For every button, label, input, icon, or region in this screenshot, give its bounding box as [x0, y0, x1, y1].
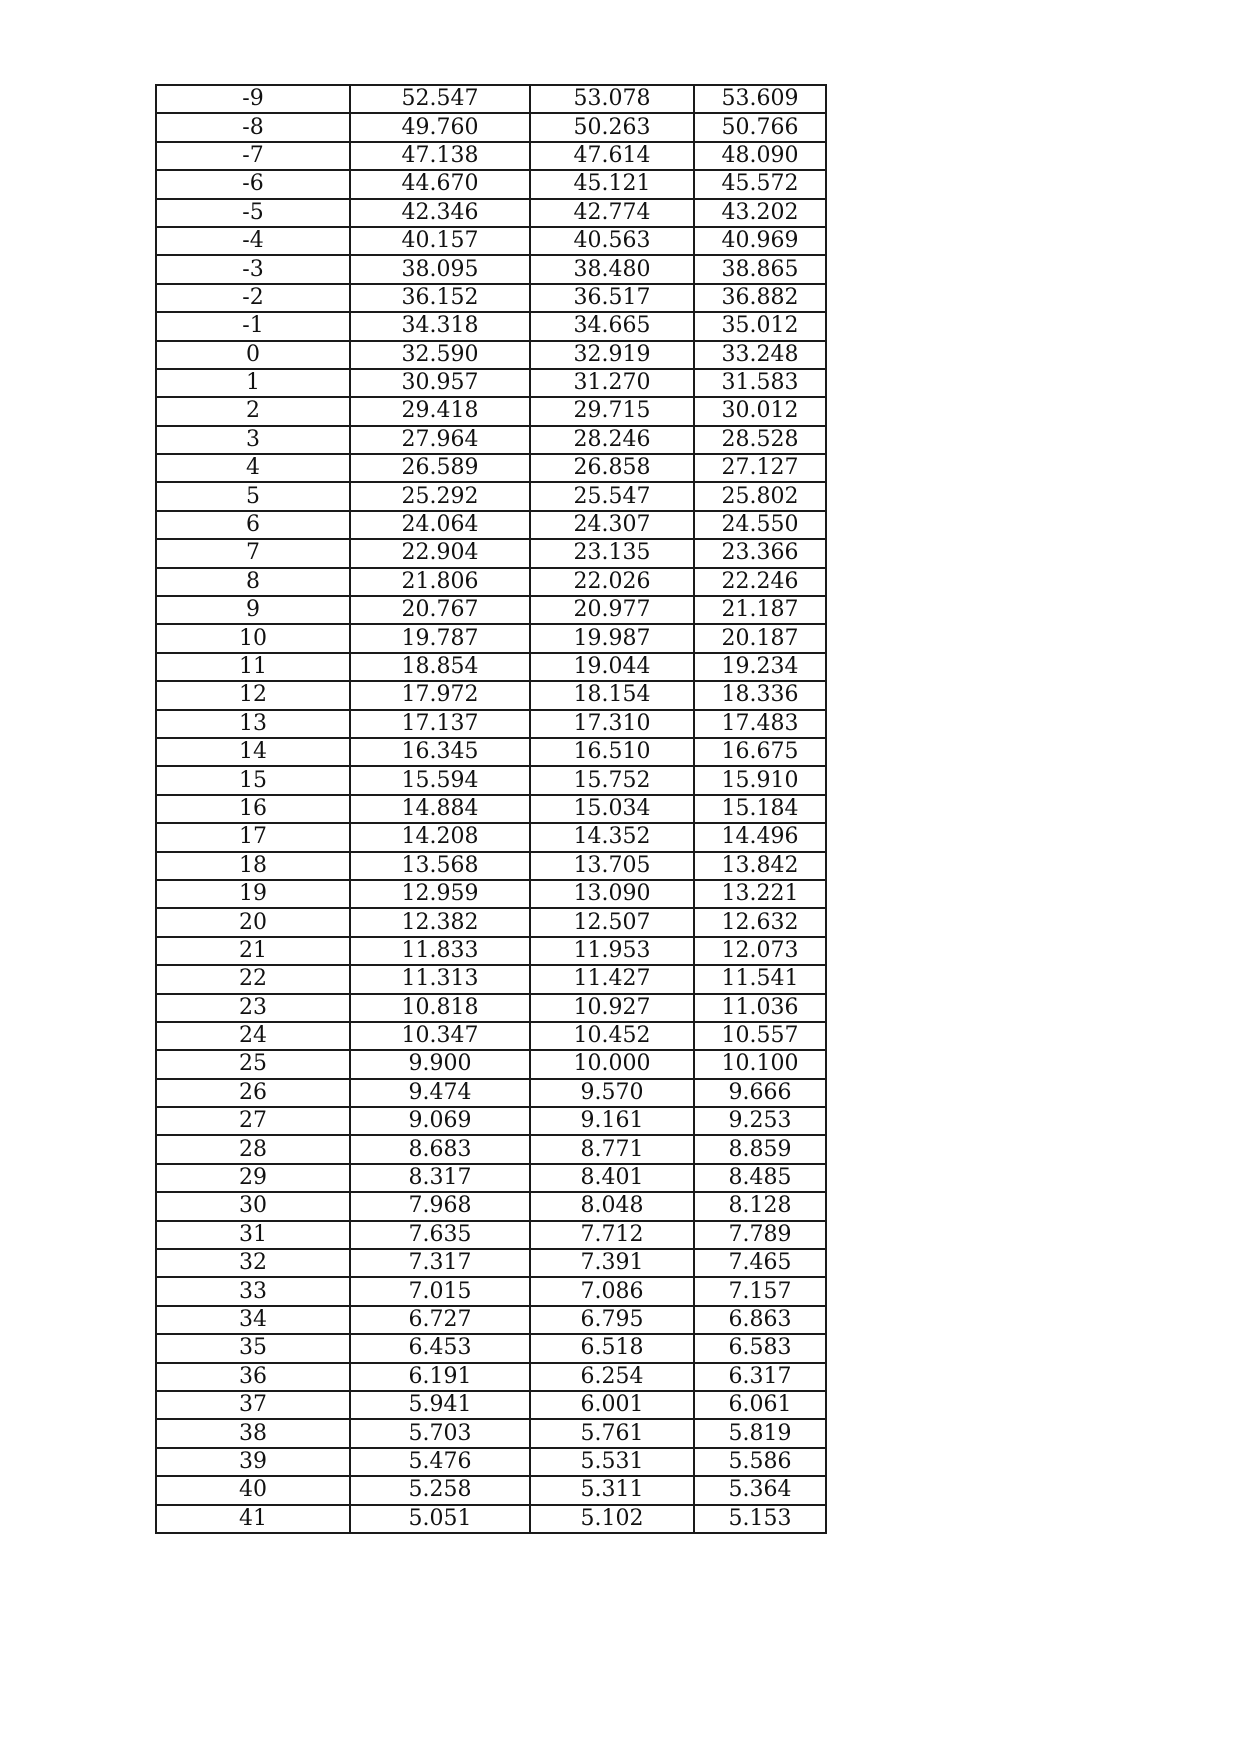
temperature-cell: -6 — [156, 170, 350, 198]
value-high-cell: 22.246 — [694, 568, 826, 596]
temperature-cell: 29 — [156, 1164, 350, 1192]
value-high-cell: 7.157 — [694, 1277, 826, 1305]
value-mid-cell: 14.352 — [530, 823, 694, 851]
value-high-cell: 11.036 — [694, 994, 826, 1022]
value-high-cell: 13.221 — [694, 880, 826, 908]
table-row — [156, 539, 826, 567]
value-low-cell: 7.968 — [350, 1192, 530, 1220]
value-mid-cell: 19.044 — [530, 653, 694, 681]
temperature-cell: 34 — [156, 1306, 350, 1334]
value-mid-cell: 24.307 — [530, 511, 694, 539]
value-mid-cell: 13.090 — [530, 880, 694, 908]
value-high-cell: 11.541 — [694, 965, 826, 993]
temperature-cell: 18 — [156, 852, 350, 880]
value-high-cell: 25.802 — [694, 482, 826, 510]
table-body — [156, 85, 826, 1533]
value-high-cell: 6.061 — [694, 1391, 826, 1419]
table-row — [156, 1079, 826, 1107]
table-row — [156, 199, 826, 227]
temperature-cell: 9 — [156, 596, 350, 624]
table-row — [156, 113, 826, 141]
temperature-cell: 23 — [156, 994, 350, 1022]
value-low-cell: 7.015 — [350, 1277, 530, 1305]
value-high-cell: 17.483 — [694, 710, 826, 738]
value-mid-cell: 7.391 — [530, 1249, 694, 1277]
table-row — [156, 994, 826, 1022]
table-row — [156, 426, 826, 454]
temperature-cell: 3 — [156, 426, 350, 454]
value-mid-cell: 15.752 — [530, 766, 694, 794]
value-low-cell: 9.474 — [350, 1079, 530, 1107]
value-low-cell: 15.594 — [350, 766, 530, 794]
table-row — [156, 908, 826, 936]
value-mid-cell: 45.121 — [530, 170, 694, 198]
table-row — [156, 482, 826, 510]
temperature-cell: -5 — [156, 199, 350, 227]
value-mid-cell: 6.518 — [530, 1334, 694, 1362]
table-row — [156, 255, 826, 283]
value-mid-cell: 6.254 — [530, 1363, 694, 1391]
value-low-cell: 21.806 — [350, 568, 530, 596]
value-high-cell: 35.012 — [694, 312, 826, 340]
value-high-cell: 13.842 — [694, 852, 826, 880]
temperature-cell: 7 — [156, 539, 350, 567]
value-low-cell: 19.787 — [350, 624, 530, 652]
value-mid-cell: 42.774 — [530, 199, 694, 227]
value-low-cell: 26.589 — [350, 454, 530, 482]
temperature-cell: 38 — [156, 1419, 350, 1447]
value-mid-cell: 38.480 — [530, 255, 694, 283]
table-row — [156, 596, 826, 624]
table-row — [156, 1419, 826, 1447]
table-row — [156, 1476, 826, 1504]
table-row — [156, 511, 826, 539]
value-mid-cell: 7.086 — [530, 1277, 694, 1305]
temperature-cell: 21 — [156, 937, 350, 965]
value-high-cell: 33.248 — [694, 341, 826, 369]
value-mid-cell: 5.531 — [530, 1448, 694, 1476]
value-mid-cell: 10.000 — [530, 1050, 694, 1078]
value-mid-cell: 47.614 — [530, 142, 694, 170]
value-high-cell: 18.336 — [694, 681, 826, 709]
value-mid-cell: 36.517 — [530, 284, 694, 312]
table-row — [156, 1363, 826, 1391]
value-low-cell: 5.258 — [350, 1476, 530, 1504]
value-high-cell: 6.863 — [694, 1306, 826, 1334]
table-row — [156, 1192, 826, 1220]
value-low-cell: 52.547 — [350, 85, 530, 113]
temperature-cell: 33 — [156, 1277, 350, 1305]
value-low-cell: 11.313 — [350, 965, 530, 993]
value-mid-cell: 31.270 — [530, 369, 694, 397]
value-mid-cell: 5.311 — [530, 1476, 694, 1504]
value-high-cell: 15.910 — [694, 766, 826, 794]
value-mid-cell: 32.919 — [530, 341, 694, 369]
value-high-cell: 5.819 — [694, 1419, 826, 1447]
value-high-cell: 8.485 — [694, 1164, 826, 1192]
value-mid-cell: 7.712 — [530, 1221, 694, 1249]
temperature-cell: 16 — [156, 795, 350, 823]
table-row — [156, 766, 826, 794]
table-row — [156, 1050, 826, 1078]
temperature-cell: 32 — [156, 1249, 350, 1277]
table-row — [156, 880, 826, 908]
value-low-cell: 6.191 — [350, 1363, 530, 1391]
value-high-cell: 50.766 — [694, 113, 826, 141]
temperature-cell: 25 — [156, 1050, 350, 1078]
temperature-cell: -8 — [156, 113, 350, 141]
value-mid-cell: 53.078 — [530, 85, 694, 113]
value-mid-cell: 9.570 — [530, 1079, 694, 1107]
temperature-cell: -4 — [156, 227, 350, 255]
value-mid-cell: 9.161 — [530, 1107, 694, 1135]
value-mid-cell: 29.715 — [530, 397, 694, 425]
temperature-cell: 10 — [156, 624, 350, 652]
value-low-cell: 12.382 — [350, 908, 530, 936]
value-mid-cell: 25.547 — [530, 482, 694, 510]
temperature-cell: 12 — [156, 681, 350, 709]
table-row — [156, 937, 826, 965]
value-high-cell: 40.969 — [694, 227, 826, 255]
value-low-cell: 47.138 — [350, 142, 530, 170]
table-row — [156, 1022, 826, 1050]
value-high-cell: 21.187 — [694, 596, 826, 624]
value-high-cell: 53.609 — [694, 85, 826, 113]
table-row — [156, 653, 826, 681]
table-row — [156, 1221, 826, 1249]
value-mid-cell: 15.034 — [530, 795, 694, 823]
value-low-cell: 12.959 — [350, 880, 530, 908]
temperature-cell: 11 — [156, 653, 350, 681]
temperature-cell: 14 — [156, 738, 350, 766]
value-low-cell: 49.760 — [350, 113, 530, 141]
value-high-cell: 30.012 — [694, 397, 826, 425]
value-mid-cell: 11.953 — [530, 937, 694, 965]
temperature-cell: 17 — [156, 823, 350, 851]
value-low-cell: 38.095 — [350, 255, 530, 283]
value-high-cell: 27.127 — [694, 454, 826, 482]
table-row — [156, 284, 826, 312]
table-row — [156, 823, 826, 851]
temperature-cell: -3 — [156, 255, 350, 283]
table-row — [156, 1334, 826, 1362]
value-low-cell: 10.347 — [350, 1022, 530, 1050]
value-mid-cell: 6.001 — [530, 1391, 694, 1419]
temperature-cell: 19 — [156, 880, 350, 908]
value-low-cell: 25.292 — [350, 482, 530, 510]
temperature-cell: 26 — [156, 1079, 350, 1107]
value-high-cell: 38.865 — [694, 255, 826, 283]
value-high-cell: 7.789 — [694, 1221, 826, 1249]
value-high-cell: 5.586 — [694, 1448, 826, 1476]
temperature-cell: 30 — [156, 1192, 350, 1220]
value-low-cell: 7.317 — [350, 1249, 530, 1277]
temperature-cell: -1 — [156, 312, 350, 340]
temperature-cell: 4 — [156, 454, 350, 482]
value-low-cell: 34.318 — [350, 312, 530, 340]
value-low-cell: 32.590 — [350, 341, 530, 369]
temperature-cell: 5 — [156, 482, 350, 510]
value-mid-cell: 20.977 — [530, 596, 694, 624]
value-high-cell: 12.632 — [694, 908, 826, 936]
value-mid-cell: 28.246 — [530, 426, 694, 454]
value-low-cell: 11.833 — [350, 937, 530, 965]
table-row — [156, 454, 826, 482]
value-mid-cell: 10.927 — [530, 994, 694, 1022]
value-mid-cell: 50.263 — [530, 113, 694, 141]
value-high-cell: 5.153 — [694, 1505, 826, 1533]
table-row — [156, 1164, 826, 1192]
table-row — [156, 710, 826, 738]
value-high-cell: 24.550 — [694, 511, 826, 539]
temperature-cell: 13 — [156, 710, 350, 738]
value-low-cell: 27.964 — [350, 426, 530, 454]
temperature-cell: 27 — [156, 1107, 350, 1135]
value-low-cell: 22.904 — [350, 539, 530, 567]
value-low-cell: 5.051 — [350, 1505, 530, 1533]
temperature-cell: 2 — [156, 397, 350, 425]
value-high-cell: 10.557 — [694, 1022, 826, 1050]
table-row — [156, 142, 826, 170]
table-row — [156, 341, 826, 369]
value-mid-cell: 5.761 — [530, 1419, 694, 1447]
value-high-cell: 45.572 — [694, 170, 826, 198]
table-row — [156, 738, 826, 766]
value-low-cell: 5.703 — [350, 1419, 530, 1447]
value-low-cell: 8.683 — [350, 1135, 530, 1163]
value-low-cell: 29.418 — [350, 397, 530, 425]
value-low-cell: 44.670 — [350, 170, 530, 198]
value-mid-cell: 19.987 — [530, 624, 694, 652]
value-high-cell: 43.202 — [694, 199, 826, 227]
value-high-cell: 16.675 — [694, 738, 826, 766]
temperature-cell: 28 — [156, 1135, 350, 1163]
value-high-cell: 20.187 — [694, 624, 826, 652]
value-high-cell: 28.528 — [694, 426, 826, 454]
value-high-cell: 19.234 — [694, 653, 826, 681]
temperature-cell: 6 — [156, 511, 350, 539]
temperature-cell: 41 — [156, 1505, 350, 1533]
value-low-cell: 40.157 — [350, 227, 530, 255]
value-mid-cell: 26.858 — [530, 454, 694, 482]
table-row — [156, 624, 826, 652]
temperature-cell: 15 — [156, 766, 350, 794]
table-row — [156, 1277, 826, 1305]
value-low-cell: 18.854 — [350, 653, 530, 681]
data-table — [155, 84, 827, 1534]
value-high-cell: 9.253 — [694, 1107, 826, 1135]
table-row — [156, 965, 826, 993]
temperature-cell: 22 — [156, 965, 350, 993]
temperature-cell: 37 — [156, 1391, 350, 1419]
value-high-cell: 10.100 — [694, 1050, 826, 1078]
temperature-cell: 24 — [156, 1022, 350, 1050]
value-high-cell: 8.128 — [694, 1192, 826, 1220]
value-low-cell: 20.767 — [350, 596, 530, 624]
value-mid-cell: 16.510 — [530, 738, 694, 766]
value-high-cell: 15.184 — [694, 795, 826, 823]
table-row — [156, 1249, 826, 1277]
value-low-cell: 42.346 — [350, 199, 530, 227]
value-high-cell: 31.583 — [694, 369, 826, 397]
value-low-cell: 8.317 — [350, 1164, 530, 1192]
value-low-cell: 10.818 — [350, 994, 530, 1022]
value-mid-cell: 18.154 — [530, 681, 694, 709]
value-low-cell: 6.727 — [350, 1306, 530, 1334]
temperature-cell: -9 — [156, 85, 350, 113]
value-mid-cell: 13.705 — [530, 852, 694, 880]
value-mid-cell: 8.771 — [530, 1135, 694, 1163]
value-high-cell: 36.882 — [694, 284, 826, 312]
table-row — [156, 312, 826, 340]
table-row — [156, 568, 826, 596]
value-mid-cell: 17.310 — [530, 710, 694, 738]
table-row — [156, 227, 826, 255]
value-high-cell: 6.317 — [694, 1363, 826, 1391]
value-high-cell: 8.859 — [694, 1135, 826, 1163]
value-low-cell: 9.069 — [350, 1107, 530, 1135]
table-row — [156, 170, 826, 198]
table-row — [156, 1135, 826, 1163]
value-low-cell: 13.568 — [350, 852, 530, 880]
temperature-cell: 39 — [156, 1448, 350, 1476]
table-row — [156, 1448, 826, 1476]
value-low-cell: 9.900 — [350, 1050, 530, 1078]
table-row — [156, 1505, 826, 1533]
temperature-cell: 31 — [156, 1221, 350, 1249]
value-mid-cell: 10.452 — [530, 1022, 694, 1050]
table-row — [156, 369, 826, 397]
value-low-cell: 14.208 — [350, 823, 530, 851]
temperature-cell: 35 — [156, 1334, 350, 1362]
value-low-cell: 6.453 — [350, 1334, 530, 1362]
value-low-cell: 5.941 — [350, 1391, 530, 1419]
temperature-cell: 40 — [156, 1476, 350, 1504]
value-mid-cell: 5.102 — [530, 1505, 694, 1533]
value-high-cell: 48.090 — [694, 142, 826, 170]
value-high-cell: 14.496 — [694, 823, 826, 851]
value-mid-cell: 34.665 — [530, 312, 694, 340]
value-high-cell: 9.666 — [694, 1079, 826, 1107]
table-row — [156, 1306, 826, 1334]
temperature-cell: -7 — [156, 142, 350, 170]
temperature-cell: -2 — [156, 284, 350, 312]
table-row — [156, 852, 826, 880]
value-mid-cell: 40.563 — [530, 227, 694, 255]
table-row — [156, 397, 826, 425]
table-row — [156, 795, 826, 823]
value-low-cell: 5.476 — [350, 1448, 530, 1476]
table-row — [156, 681, 826, 709]
value-mid-cell: 11.427 — [530, 965, 694, 993]
temperature-cell: 20 — [156, 908, 350, 936]
value-low-cell: 16.345 — [350, 738, 530, 766]
table-row — [156, 1391, 826, 1419]
value-mid-cell: 6.795 — [530, 1306, 694, 1334]
temperature-cell: 36 — [156, 1363, 350, 1391]
value-low-cell: 14.884 — [350, 795, 530, 823]
value-mid-cell: 23.135 — [530, 539, 694, 567]
value-high-cell: 23.366 — [694, 539, 826, 567]
value-mid-cell: 22.026 — [530, 568, 694, 596]
value-low-cell: 24.064 — [350, 511, 530, 539]
value-high-cell: 6.583 — [694, 1334, 826, 1362]
value-mid-cell: 8.048 — [530, 1192, 694, 1220]
temperature-cell: 0 — [156, 341, 350, 369]
value-mid-cell: 8.401 — [530, 1164, 694, 1192]
value-high-cell: 5.364 — [694, 1476, 826, 1504]
value-low-cell: 30.957 — [350, 369, 530, 397]
table-row — [156, 85, 826, 113]
value-mid-cell: 12.507 — [530, 908, 694, 936]
temperature-cell: 8 — [156, 568, 350, 596]
value-low-cell: 7.635 — [350, 1221, 530, 1249]
value-high-cell: 7.465 — [694, 1249, 826, 1277]
value-low-cell: 17.137 — [350, 710, 530, 738]
value-low-cell: 36.152 — [350, 284, 530, 312]
value-high-cell: 12.073 — [694, 937, 826, 965]
temperature-cell: 1 — [156, 369, 350, 397]
table-row — [156, 1107, 826, 1135]
value-low-cell: 17.972 — [350, 681, 530, 709]
